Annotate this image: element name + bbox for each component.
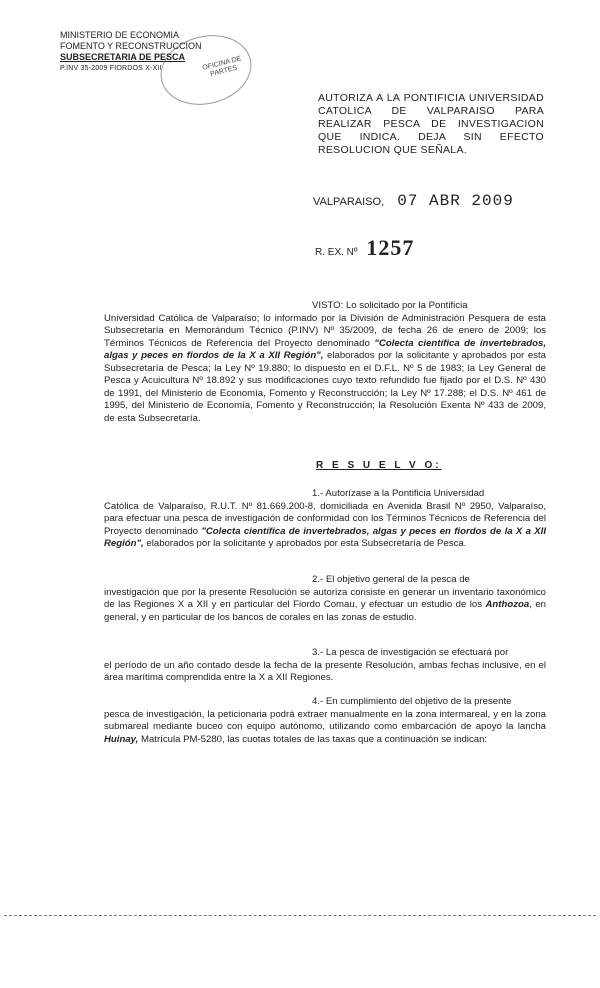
- article-3-text-1: el período de un año contado desde la fecha de la presente Resolución, ambas fechas inclusive, en el área marítima comprendida entre la X a XII Regiones.: [104, 659, 546, 683]
- resolution-number-label: R. EX. Nº: [315, 247, 358, 258]
- resolution-subject: AUTORIZA A LA PONTIFICIA UNIVERSIDAD CATOLICA DE VALPARAISO PARA REALIZAR PESCA DE INVESTIGACION QUE INDICA. DEJA SIN EFECTO RESOLUCION QUE SEÑALA.: [318, 92, 544, 156]
- article-4-boat-name: Huinay,: [104, 733, 139, 745]
- office-stamp-text: OFICINA DE PARTES: [201, 55, 243, 79]
- article-1: [104, 488, 546, 551]
- visto-text-2: elaborados por la solicitante y aprobados por esta Subsecretaría de Pesca; la Ley Nº 19.880; lo dispuesto en el D.F.L. Nº 5 de 1983; la Ley General de Pesca y Acuicultura Nº 18.892 y sus modificaciones cuyo texto refundido fue fijado por el D.S. Nº 430 de 1991, del Ministerio de Economía, Fomento y Reconstrucción; la Ley Nº 17.288; el D.S. Nº 461 de 1995, del Ministerio de Economía, Fomento y Reconstrucción; la Resolución Exenta Nº 433 de 2009, de esta Subsecretaría.: [104, 350, 546, 424]
- ministry-subtitle: FOMENTO Y RECONSTRUCCION: [60, 41, 202, 51]
- article-4-lead: 4.- En cumplimiento del objetivo de la presente: [312, 696, 512, 707]
- article-2: [104, 574, 546, 624]
- article-4: [104, 696, 546, 746]
- resolution-number-line: [315, 235, 414, 261]
- visto-project-name: "Colecta científica de invertebrados, algas y peces en fiordos de la X a XII Región",: [104, 337, 546, 361]
- article-3-lead: 3.- La pesca de investigación se efectuará por: [312, 647, 509, 658]
- article-3: [104, 647, 546, 685]
- article-1-project-name: "Colecta científica de invertebrados, algas y peces en fiordos de la X a XII Región",: [104, 525, 546, 549]
- article-1-text-2: elaborados por la solicitante y aprobados por esta Subsecretaría de Pesca.: [146, 538, 467, 549]
- article-2-lead: 2.- El objetivo general de la pesca de: [312, 574, 470, 585]
- article-2-text-2: , en general, y en particular de los bancos de corales en las zonas de estudio.: [104, 599, 546, 623]
- issue-date-stamp: 07 ABR 2009: [397, 192, 514, 210]
- visto-text-1: Universidad Católica de Valparaíso; lo informado por la División de Administración Pesquera de esta Subsecretaría en Memorándum Técnico (P.INV) Nº 35/2009, de fecha 26 de enero de 2009; los Términos Técnicos de Referencia del Proyecto denominado: [104, 312, 546, 349]
- article-2-term: Anthozoa: [485, 599, 530, 610]
- article-1-text-1: Católica de Valparaíso, R.U.T. Nº 81.669.200-8, domiciliada en Avenida Brasil Nº 2950, Valparaíso, para efectuar una pesca de investigación de conformidad con los Términos Técnicos de Referencia del Proyecto denominado: [104, 500, 546, 537]
- page-divider: [4, 915, 596, 916]
- resolution-number: 1257: [366, 235, 415, 260]
- article-4-text-2: Matrícula PM-5280, las cuotas totales de las taxas que a continuación se indican:: [140, 733, 488, 745]
- date-line: [313, 192, 514, 210]
- article-4-text-1: pesca de investigación, la peticionaria podrá extraer manualmente en la zona intermareal, y en la zona submareal mediante buceo con equipo autónomo, utilizando como embarcación de apoyo la lancha: [104, 708, 546, 732]
- city: VALPARAISO,: [313, 196, 385, 208]
- file-reference: P.INV 35-2009 FIORDOS X-XII: [60, 65, 162, 72]
- visto-paragraph: [104, 300, 546, 425]
- subsecretaria-name: SUBSECRETARIA DE PESCA: [60, 52, 186, 62]
- visto-lead: VISTO: Lo solicitado por la Pontificia: [312, 300, 468, 311]
- article-2-text-1: investigación que por la presente Resolución se autoriza consiste en generar un inventario taxonómico de las Regiones X a XII y en particular del Fiordo Comau, y efectuar un estudio de los: [104, 586, 546, 610]
- resuelvo-heading: R E S U E L V O:: [316, 460, 442, 471]
- article-1-lead: 1.- Autorízase a la Pontificia Universidad: [312, 488, 485, 499]
- ministry-name: MINISTERIO DE ECONOMIA: [60, 30, 180, 40]
